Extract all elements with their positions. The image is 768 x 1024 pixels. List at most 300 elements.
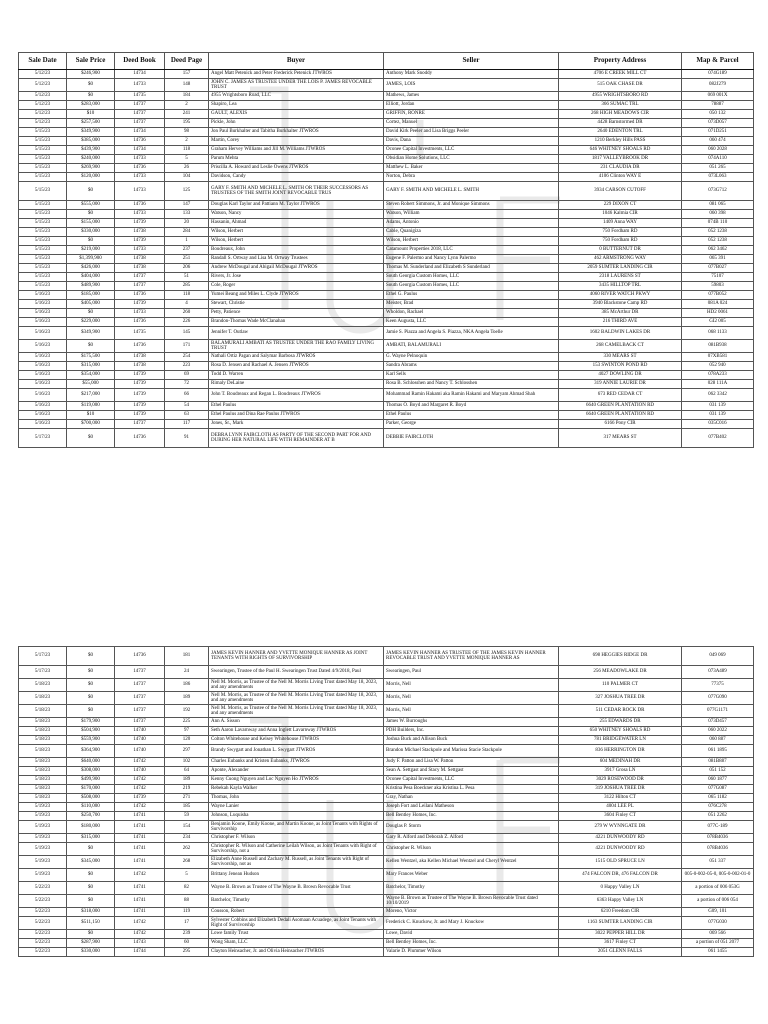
- cell-seller: Cable, Quanigiza: [384, 228, 559, 237]
- cell-deed-book: 14739: [115, 794, 165, 803]
- cell-deed-page: 98: [165, 128, 209, 137]
- cell-sale-price: $0: [67, 92, 115, 101]
- cell-sale-date: 5/15/23: [19, 201, 67, 210]
- cell-deed-page: 251: [165, 255, 209, 264]
- cell-sale-date: 5/22/23: [19, 917, 67, 930]
- cell-sale-date: 5/19/23: [19, 834, 67, 843]
- cell-seller: Anthony Mark Snoddy: [384, 70, 559, 79]
- cell-seller: Swearingen, Paul: [384, 666, 559, 679]
- cell-deed-page: 24: [165, 666, 209, 679]
- cell-buyer: Kenny Cuong Nguyen and Loc Nguyen Ho JTWROS: [209, 776, 384, 785]
- cell-buyer: Parum Mehta: [209, 155, 384, 164]
- cell-map-parcel: 077G090: [682, 692, 754, 705]
- cell-sale-price: $315,000: [67, 362, 115, 371]
- cell-seller: G. Wayne Pelnoquin: [384, 353, 559, 362]
- table-row: [19, 745, 754, 758]
- cell-sale-date: 5/16/23: [19, 411, 67, 420]
- cell-sale-price: $240,000: [67, 155, 115, 164]
- cell-seller: PDH Builders, Inc.: [384, 727, 559, 736]
- cell-property-address: 2640 EDENTON TRL: [559, 128, 682, 137]
- cell-map-parcel: 005-0-002-05-0, 005-0-002-01-0: [682, 869, 754, 882]
- cell-sale-date: 5/19/23: [19, 821, 67, 834]
- cell-seller: Catamount Properties 2018, LLC: [384, 246, 559, 255]
- cell-sale-date: 5/15/23: [19, 228, 67, 237]
- cell-map-parcel: 07XB581: [682, 353, 754, 362]
- table-row: [19, 692, 754, 705]
- cell-property-address: 327 JOSHUA TREE DR: [559, 692, 682, 705]
- cell-sale-price: $283,000: [67, 101, 115, 110]
- cell-deed-book: 14742: [115, 785, 165, 794]
- cell-sale-price: $110,000: [67, 803, 115, 812]
- transactions-table-top: [18, 52, 753, 448]
- cell-property-address: 1046 Kalmia CIR: [559, 210, 682, 219]
- cell-sale-date: 5/15/23: [19, 219, 67, 228]
- cell-seller: Kellen Wentzel, aka Kellen Michael Wentzel and Cheryl Wentzel: [384, 856, 559, 869]
- cell-buyer: Petty, Patience: [209, 309, 384, 318]
- cell-sale-date: 5/12/23: [19, 70, 67, 79]
- cell-sale-price: $170,000: [67, 785, 115, 794]
- table-row: [19, 101, 754, 110]
- cell-map-parcel: 060 2028: [682, 146, 754, 155]
- table-row: [19, 705, 754, 718]
- cell-property-address: 3022 PEPPER HILL DR: [559, 930, 682, 939]
- cell-sale-date: 5/16/23: [19, 309, 67, 318]
- cell-sale-price: $308,000: [67, 767, 115, 776]
- cell-property-address: 3940 Blackstone Camp RD: [559, 300, 682, 309]
- table-row: [19, 843, 754, 856]
- cell-map-parcel: 078B4036: [682, 834, 754, 843]
- cell-map-parcel: 077G1171: [682, 705, 754, 718]
- cell-sale-price: $217,000: [67, 389, 115, 402]
- column-header-seller: Seller: [384, 53, 559, 70]
- cell-map-parcel: 035C016: [682, 420, 754, 429]
- cell-deed-page: 295: [165, 948, 209, 957]
- table-row: [19, 727, 754, 736]
- cell-buyer: Charles Eubanks and Kristen Eubanks, JTWROS: [209, 758, 384, 767]
- table-row: [19, 353, 754, 362]
- cell-deed-page: 133: [165, 210, 209, 219]
- cell-deed-book: 14734: [115, 128, 165, 137]
- cell-seller: Jamie S. Piazza and Angela S. Piazza, NKA Angela Toelle: [384, 327, 559, 340]
- cell-deed-page: 268: [165, 856, 209, 869]
- cell-sale-date: 5/16/23: [19, 362, 67, 371]
- cell-sale-date: 5/16/23: [19, 402, 67, 411]
- table-row: [19, 309, 754, 318]
- cell-buyer: Christopher F. Wilson: [209, 834, 384, 843]
- cell-deed-book: 14741: [115, 821, 165, 834]
- cell-seller: Wayne B. Brown as Trustee of The Wayne B. Brown Revocable Trust dated 10/10/2019: [384, 895, 559, 908]
- cell-property-address: 511 CEDAR ROCK DR: [559, 705, 682, 718]
- cell-map-parcel: 051 2262: [682, 812, 754, 821]
- cell-sale-date: 5/15/23: [19, 282, 67, 291]
- cell-seller: Mohammad Ramin Hakami aka Ramin Hakami and Maryam Ahmad Shah: [384, 389, 559, 402]
- cell-map-parcel: 051 337: [682, 856, 754, 869]
- cell-deed-book: 14737: [115, 273, 165, 282]
- cell-deed-book: 14737: [115, 101, 165, 110]
- cell-seller: Valarie D. Plummer Wilson: [384, 948, 559, 957]
- cell-deed-book: 14734: [115, 70, 165, 79]
- cell-seller: Moreno, Victor: [384, 908, 559, 917]
- cell-sale-price: $405,000: [67, 300, 115, 309]
- cell-deed-page: 118: [165, 291, 209, 300]
- cell-sale-price: $269,900: [67, 164, 115, 173]
- cell-buyer: Martin, Corey: [209, 137, 384, 146]
- cell-deed-book: 14741: [115, 895, 165, 908]
- cell-deed-book: 14737: [115, 420, 165, 429]
- cell-deed-page: 284: [165, 228, 209, 237]
- cell-property-address: 4027 DOWLING DR: [559, 371, 682, 380]
- cell-deed-book: 14737: [115, 692, 165, 705]
- cell-deed-book: 14733: [115, 246, 165, 255]
- cell-sale-date: 5/18/23: [19, 736, 67, 745]
- cell-sale-date: 5/16/23: [19, 327, 67, 340]
- cell-buyer: Lowe family Trust: [209, 930, 384, 939]
- cell-seller: Bell Bentley Homes, Inc.: [384, 939, 559, 948]
- cell-sale-price: $0: [67, 679, 115, 692]
- table-row: [19, 282, 754, 291]
- cell-map-parcel: 050 132: [682, 110, 754, 119]
- cell-buyer: Brandon-Thomas Wade McClanahan: [209, 318, 384, 327]
- cell-property-address: 110 PALMER CT: [559, 679, 682, 692]
- cell-sale-price: $229,000: [67, 318, 115, 327]
- cell-map-parcel: 073A489: [682, 666, 754, 679]
- cell-property-address: 231 CLAUDIA DR: [559, 164, 682, 173]
- cell-deed-page: 241: [165, 110, 209, 119]
- cell-deed-page: 2: [165, 137, 209, 146]
- cell-sale-price: $364,900: [67, 745, 115, 758]
- cell-sale-price: $55,000: [67, 380, 115, 389]
- cell-sale-price: $640,000: [67, 758, 115, 767]
- cell-deed-page: 20: [165, 219, 209, 228]
- cell-sale-date: 5/22/23: [19, 908, 67, 917]
- cell-buyer: Brandy Swygart and Jonathan L. Swygart JTWROS: [209, 745, 384, 758]
- cell-sale-date: 5/15/23: [19, 264, 67, 273]
- cell-sale-price: $345,000: [67, 856, 115, 869]
- cell-deed-book: 14737: [115, 282, 165, 291]
- cell-deed-book: 14736: [115, 164, 165, 173]
- cell-sale-date: 5/17/23: [19, 429, 67, 448]
- cell-buyer: Sylvester Cobbins and Elizabeth Dedali Asomaan Acuadege, as Joint Tenants with Right of Survivorship: [209, 917, 384, 930]
- cell-sale-price: $700,000: [67, 420, 115, 429]
- cell-sale-date: 5/18/23: [19, 727, 67, 736]
- cell-buyer: BALAMURALI AMBATI AS TRUSTEE UNDER THE RAO FAMILY LIVING TRUST: [209, 340, 384, 353]
- cell-seller: JAMES KEVIN HANNER AS TRUSTEE OF THE JAMES KEVIN HANNER REVOCABLE TRUST AND YVETTE MONIQUE HANNER AS: [384, 647, 559, 666]
- cell-deed-page: 17: [165, 917, 209, 930]
- cell-deed-page: 59: [165, 812, 209, 821]
- cell-sale-price: $0: [67, 666, 115, 679]
- cell-property-address: 646 WHITNEY SHOALS RD: [559, 146, 682, 155]
- cell-map-parcel: 081 065: [682, 201, 754, 210]
- cell-deed-book: 14741: [115, 856, 165, 869]
- table-row: [19, 371, 754, 380]
- table-row: [19, 856, 754, 869]
- table-row: [19, 255, 754, 264]
- column-header-sale-date: Sale Date: [19, 53, 67, 70]
- cell-deed-page: 104: [165, 173, 209, 182]
- cell-sale-date: 5/15/23: [19, 246, 67, 255]
- cell-property-address: 0 BUTTERNUT DR: [559, 246, 682, 255]
- cell-deed-book: 14739: [115, 411, 165, 420]
- table-row: [19, 948, 754, 957]
- cell-sale-price: $0: [67, 429, 115, 448]
- cell-map-parcel: G09, 101: [682, 908, 754, 917]
- cell-buyer: Aponte, Alexander: [209, 767, 384, 776]
- table-row: [19, 821, 754, 834]
- cell-map-parcel: 069 566: [682, 930, 754, 939]
- cell-seller: Douglas P. Storm: [384, 821, 559, 834]
- cell-deed-book: 14736: [115, 291, 165, 300]
- cell-seller: Thomas M. Sunderland and Elizabeth S Sunderland: [384, 264, 559, 273]
- cell-sale-price: $0: [67, 309, 115, 318]
- cell-deed-book: 14738: [115, 362, 165, 371]
- column-header-sale-price: Sale Price: [67, 53, 115, 70]
- cell-map-parcel: 061 1895: [682, 745, 754, 758]
- cell-map-parcel: 78887: [682, 101, 754, 110]
- cell-sale-price: $511,150: [67, 917, 115, 930]
- cell-map-parcel: a portion of 006 054: [682, 895, 754, 908]
- cell-deed-page: 181: [165, 647, 209, 666]
- cell-sale-date: 5/18/23: [19, 745, 67, 758]
- cell-sale-price: $257,500: [67, 119, 115, 128]
- cell-deed-book: 14742: [115, 803, 165, 812]
- cell-seller: Joseph Fort and Leilani Matheson: [384, 803, 559, 812]
- cell-map-parcel: 069 001X: [682, 92, 754, 101]
- cell-sale-date: 5/18/23: [19, 794, 67, 803]
- cell-map-parcel: 074B 110: [682, 219, 754, 228]
- cell-deed-page: 69: [165, 371, 209, 380]
- cell-deed-book: 14741: [115, 882, 165, 895]
- cell-deed-book: 14736: [115, 318, 165, 327]
- cell-deed-page: 260: [165, 309, 209, 318]
- cell-buyer: Graham Hervey Williams and Jill M. Williams JTWROS: [209, 146, 384, 155]
- cell-deed-page: 271: [165, 794, 209, 803]
- cell-deed-page: 184: [165, 92, 209, 101]
- cell-property-address: 3934 CARSON CUTOFF: [559, 182, 682, 201]
- cell-map-parcel: 77375: [682, 679, 754, 692]
- cell-deed-book: 14742: [115, 930, 165, 939]
- cell-deed-book: 14739: [115, 300, 165, 309]
- cell-deed-book: 14734: [115, 146, 165, 155]
- cell-buyer: Pickle, John: [209, 119, 384, 128]
- table-row: [19, 237, 754, 246]
- cell-buyer: Shapiro, Lea: [209, 101, 384, 110]
- table-row: [19, 917, 754, 930]
- cell-seller: Morris, Nell: [384, 705, 559, 718]
- cell-property-address: 6640 GREEN PLANTATION RD: [559, 411, 682, 420]
- table-row: [19, 776, 754, 785]
- table-row: [19, 794, 754, 803]
- cell-deed-book: 14733: [115, 210, 165, 219]
- cell-sale-date: 5/18/23: [19, 718, 67, 727]
- cell-property-address: 2051 GLENN FALLS: [559, 948, 682, 957]
- cell-buyer: Rebekah Kayla Walker: [209, 785, 384, 794]
- cell-sale-price: $1,399,900: [67, 255, 115, 264]
- cell-property-address: 474 FALCON DR, 476 FALCON DR: [559, 869, 682, 882]
- cell-deed-page: 219: [165, 785, 209, 794]
- cell-sale-date: 5/22/23: [19, 948, 67, 957]
- cell-deed-book: 14736: [115, 647, 165, 666]
- cell-deed-page: 157: [165, 70, 209, 79]
- cell-sale-date: 5/18/23: [19, 776, 67, 785]
- cell-deed-book: 14742: [115, 758, 165, 767]
- cell-sale-price: $0: [67, 182, 115, 201]
- cell-property-address: 4428 Barnstormed DR: [559, 119, 682, 128]
- table-row: [19, 79, 754, 92]
- cell-buyer: Watson, Nancy: [209, 210, 384, 219]
- cell-deed-page: 285: [165, 282, 209, 291]
- cell-property-address: 256 MEADOWLAKE DR: [559, 666, 682, 679]
- table-row: [19, 264, 754, 273]
- cell-sale-price: $185,000: [67, 291, 115, 300]
- cell-deed-page: 2: [165, 101, 209, 110]
- cell-sale-date: 5/12/23: [19, 79, 67, 92]
- cell-sale-price: $175,500: [67, 353, 115, 362]
- cell-deed-page: 154: [165, 821, 209, 834]
- cell-property-address: 1817 VALLEYBROOK DR: [559, 155, 682, 164]
- cell-buyer: Nell M. Morris, as Trustee of the Nell M. Morris Living Trust dated May 18, 2023, and any amendments: [209, 692, 384, 705]
- cell-sale-price: $0: [67, 647, 115, 666]
- table-row: [19, 908, 754, 917]
- cell-buyer: Benjamin Koone, Emily Koone, and Martin Koone, as Joint Tenants with Rights of Survivorship: [209, 821, 384, 834]
- cell-buyer: Wayne B. Brown as Trustee of The Wayne B. Brown Revocable Trust: [209, 882, 384, 895]
- cell-property-address: 462 ARMSTRONG WAY: [559, 255, 682, 264]
- cell-deed-page: 145: [165, 327, 209, 340]
- cell-map-parcel: 031 139: [682, 411, 754, 420]
- cell-sale-price: $0: [67, 843, 115, 856]
- cell-seller: Watson, William: [384, 210, 559, 219]
- table-row: [19, 869, 754, 882]
- cell-seller: Parker, George: [384, 420, 559, 429]
- cell-property-address: 3435 HILLTOP TRL: [559, 282, 682, 291]
- cell-seller: Batchelor, Timothy: [384, 882, 559, 895]
- cell-seller: AMBATI, BALAMURALI: [384, 340, 559, 353]
- cell-buyer: Wilson, Herbert: [209, 228, 384, 237]
- cell-deed-page: 117: [165, 420, 209, 429]
- cell-sale-date: 5/15/23: [19, 164, 67, 173]
- cell-seller: Joshua Buck and Allison Buck: [384, 736, 559, 745]
- cell-deed-page: 54: [165, 402, 209, 411]
- cell-seller: James W. Burroughs: [384, 718, 559, 727]
- table-row: [19, 767, 754, 776]
- cell-deed-book: 14742: [115, 776, 165, 785]
- cell-deed-book: 14737: [115, 705, 165, 718]
- cell-map-parcel: 071D251: [682, 128, 754, 137]
- cell-sale-price: $504,900: [67, 727, 115, 736]
- column-header-map-parcel: Map & Parcel: [682, 53, 754, 70]
- cell-sale-price: $315,000: [67, 834, 115, 843]
- cell-seller: South Georgia Custom Homes, LLC: [384, 273, 559, 282]
- table-row: [19, 736, 754, 745]
- cell-sale-date: 5/18/23: [19, 785, 67, 794]
- table-row: [19, 182, 754, 201]
- cell-seller: Christopher R. Wilson: [384, 843, 559, 856]
- cell-sale-date: 5/19/23: [19, 843, 67, 856]
- cell-deed-page: 72: [165, 380, 209, 389]
- cell-map-parcel: 081B887: [682, 758, 754, 767]
- cell-buyer: Brittany Jenean Hudson: [209, 869, 384, 882]
- cell-sale-date: 5/15/23: [19, 255, 67, 264]
- cell-sale-price: $508,000: [67, 794, 115, 803]
- cell-seller: Davis, Dana: [384, 137, 559, 146]
- cell-seller: Norton, Debra: [384, 173, 559, 182]
- cell-buyer: Todd D. Warren: [209, 371, 384, 380]
- cell-sale-price: $318,000: [67, 908, 115, 917]
- cell-buyer: Wilson, Herbert: [209, 237, 384, 246]
- cell-buyer: Randall S. Ortway and Lisa M. Ortway Trustees: [209, 255, 384, 264]
- cell-seller: GRIFFIN, RONRE: [384, 110, 559, 119]
- cell-deed-book: 14739: [115, 219, 165, 228]
- cell-sale-price: $246,900: [67, 70, 115, 79]
- table-row: [19, 420, 754, 429]
- table-row: [19, 803, 754, 812]
- cell-deed-book: 14740: [115, 745, 165, 758]
- table-row: [19, 201, 754, 210]
- cell-deed-book: 14742: [115, 869, 165, 882]
- cell-buyer: Elizabeth Anne Russell and Zachary M. Russell, as Joint Tenants with Right of Survivorship, not as: [209, 856, 384, 869]
- cell-sale-price: $330,000: [67, 948, 115, 957]
- cell-buyer: JOHN C. JAMES AS TRUSTEE UNDER THE LOIS P. JAMES REVOCABLE TRUST: [209, 79, 384, 92]
- cell-property-address: 6363 Happy Valley LN: [559, 895, 682, 908]
- table-row: [19, 340, 754, 353]
- cell-buyer: Thomas, John: [209, 794, 384, 803]
- cell-property-address: 319 JOSHUA TREE DR: [559, 785, 682, 794]
- cell-sale-price: $404,000: [67, 273, 115, 282]
- cell-sale-date: 5/16/23: [19, 291, 67, 300]
- cell-seller: Ethel G. Paulus: [384, 291, 559, 300]
- cell-map-parcel: 074G189: [682, 70, 754, 79]
- cell-map-parcel: a portion of 051 2077: [682, 939, 754, 948]
- table-row: [19, 895, 754, 908]
- cell-sale-date: 5/18/23: [19, 692, 67, 705]
- cell-deed-book: 14733: [115, 182, 165, 201]
- cell-sale-price: $555,000: [67, 201, 115, 210]
- table-row: [19, 246, 754, 255]
- cell-deed-page: 51: [165, 273, 209, 282]
- transactions-table-bottom: [18, 646, 753, 957]
- cell-buyer: Christopher R. Wilson and Catherine Leilah Wilson, as Joint Tenants with Right of Survivorship, not a: [209, 843, 384, 856]
- cell-seller: Gary R. Alford and Deborah Z. Alford: [384, 834, 559, 843]
- table-row: [19, 411, 754, 420]
- cell-sale-date: 5/15/23: [19, 146, 67, 155]
- cell-property-address: 4955 WRIGHTSBORO RD: [559, 92, 682, 101]
- cell-sale-date: 5/16/23: [19, 318, 67, 327]
- cell-sale-date: 5/15/23: [19, 182, 67, 201]
- cell-buyer: Jones, Sr., Mark: [209, 420, 384, 429]
- cell-seller: David Kirk Peeler and Lisa Briggs Peeler: [384, 128, 559, 137]
- cell-deed-page: 148: [165, 79, 209, 92]
- cell-deed-page: 125: [165, 182, 209, 201]
- cell-seller: Frederick C. Knuckow, Jr. and Mary J. Knuckow: [384, 917, 559, 930]
- cell-buyer: Cousson, Robert: [209, 908, 384, 917]
- cell-seller: Adams, Antonio: [384, 219, 559, 228]
- table-row: [19, 380, 754, 389]
- cell-sale-price: $0: [67, 882, 115, 895]
- cell-deed-book: 14737: [115, 110, 165, 119]
- table-row: [19, 318, 754, 327]
- cell-seller: Wholdon, Rachael: [384, 309, 559, 318]
- cell-map-parcel: 060 2022: [682, 727, 754, 736]
- cell-sale-price: $10: [67, 411, 115, 420]
- cell-seller: Sandra Abrams: [384, 362, 559, 371]
- cell-deed-page: 102: [165, 758, 209, 767]
- cell-deed-book: 14738: [115, 353, 165, 362]
- cell-deed-page: 119: [165, 908, 209, 917]
- cell-deed-book: 14736: [115, 429, 165, 448]
- cell-buyer: Andrew McDougal and Abigail McDougal JTWROS: [209, 264, 384, 273]
- table-row: [19, 882, 754, 895]
- cell-deed-book: 14740: [115, 736, 165, 745]
- cell-buyer: Cole, Roger: [209, 282, 384, 291]
